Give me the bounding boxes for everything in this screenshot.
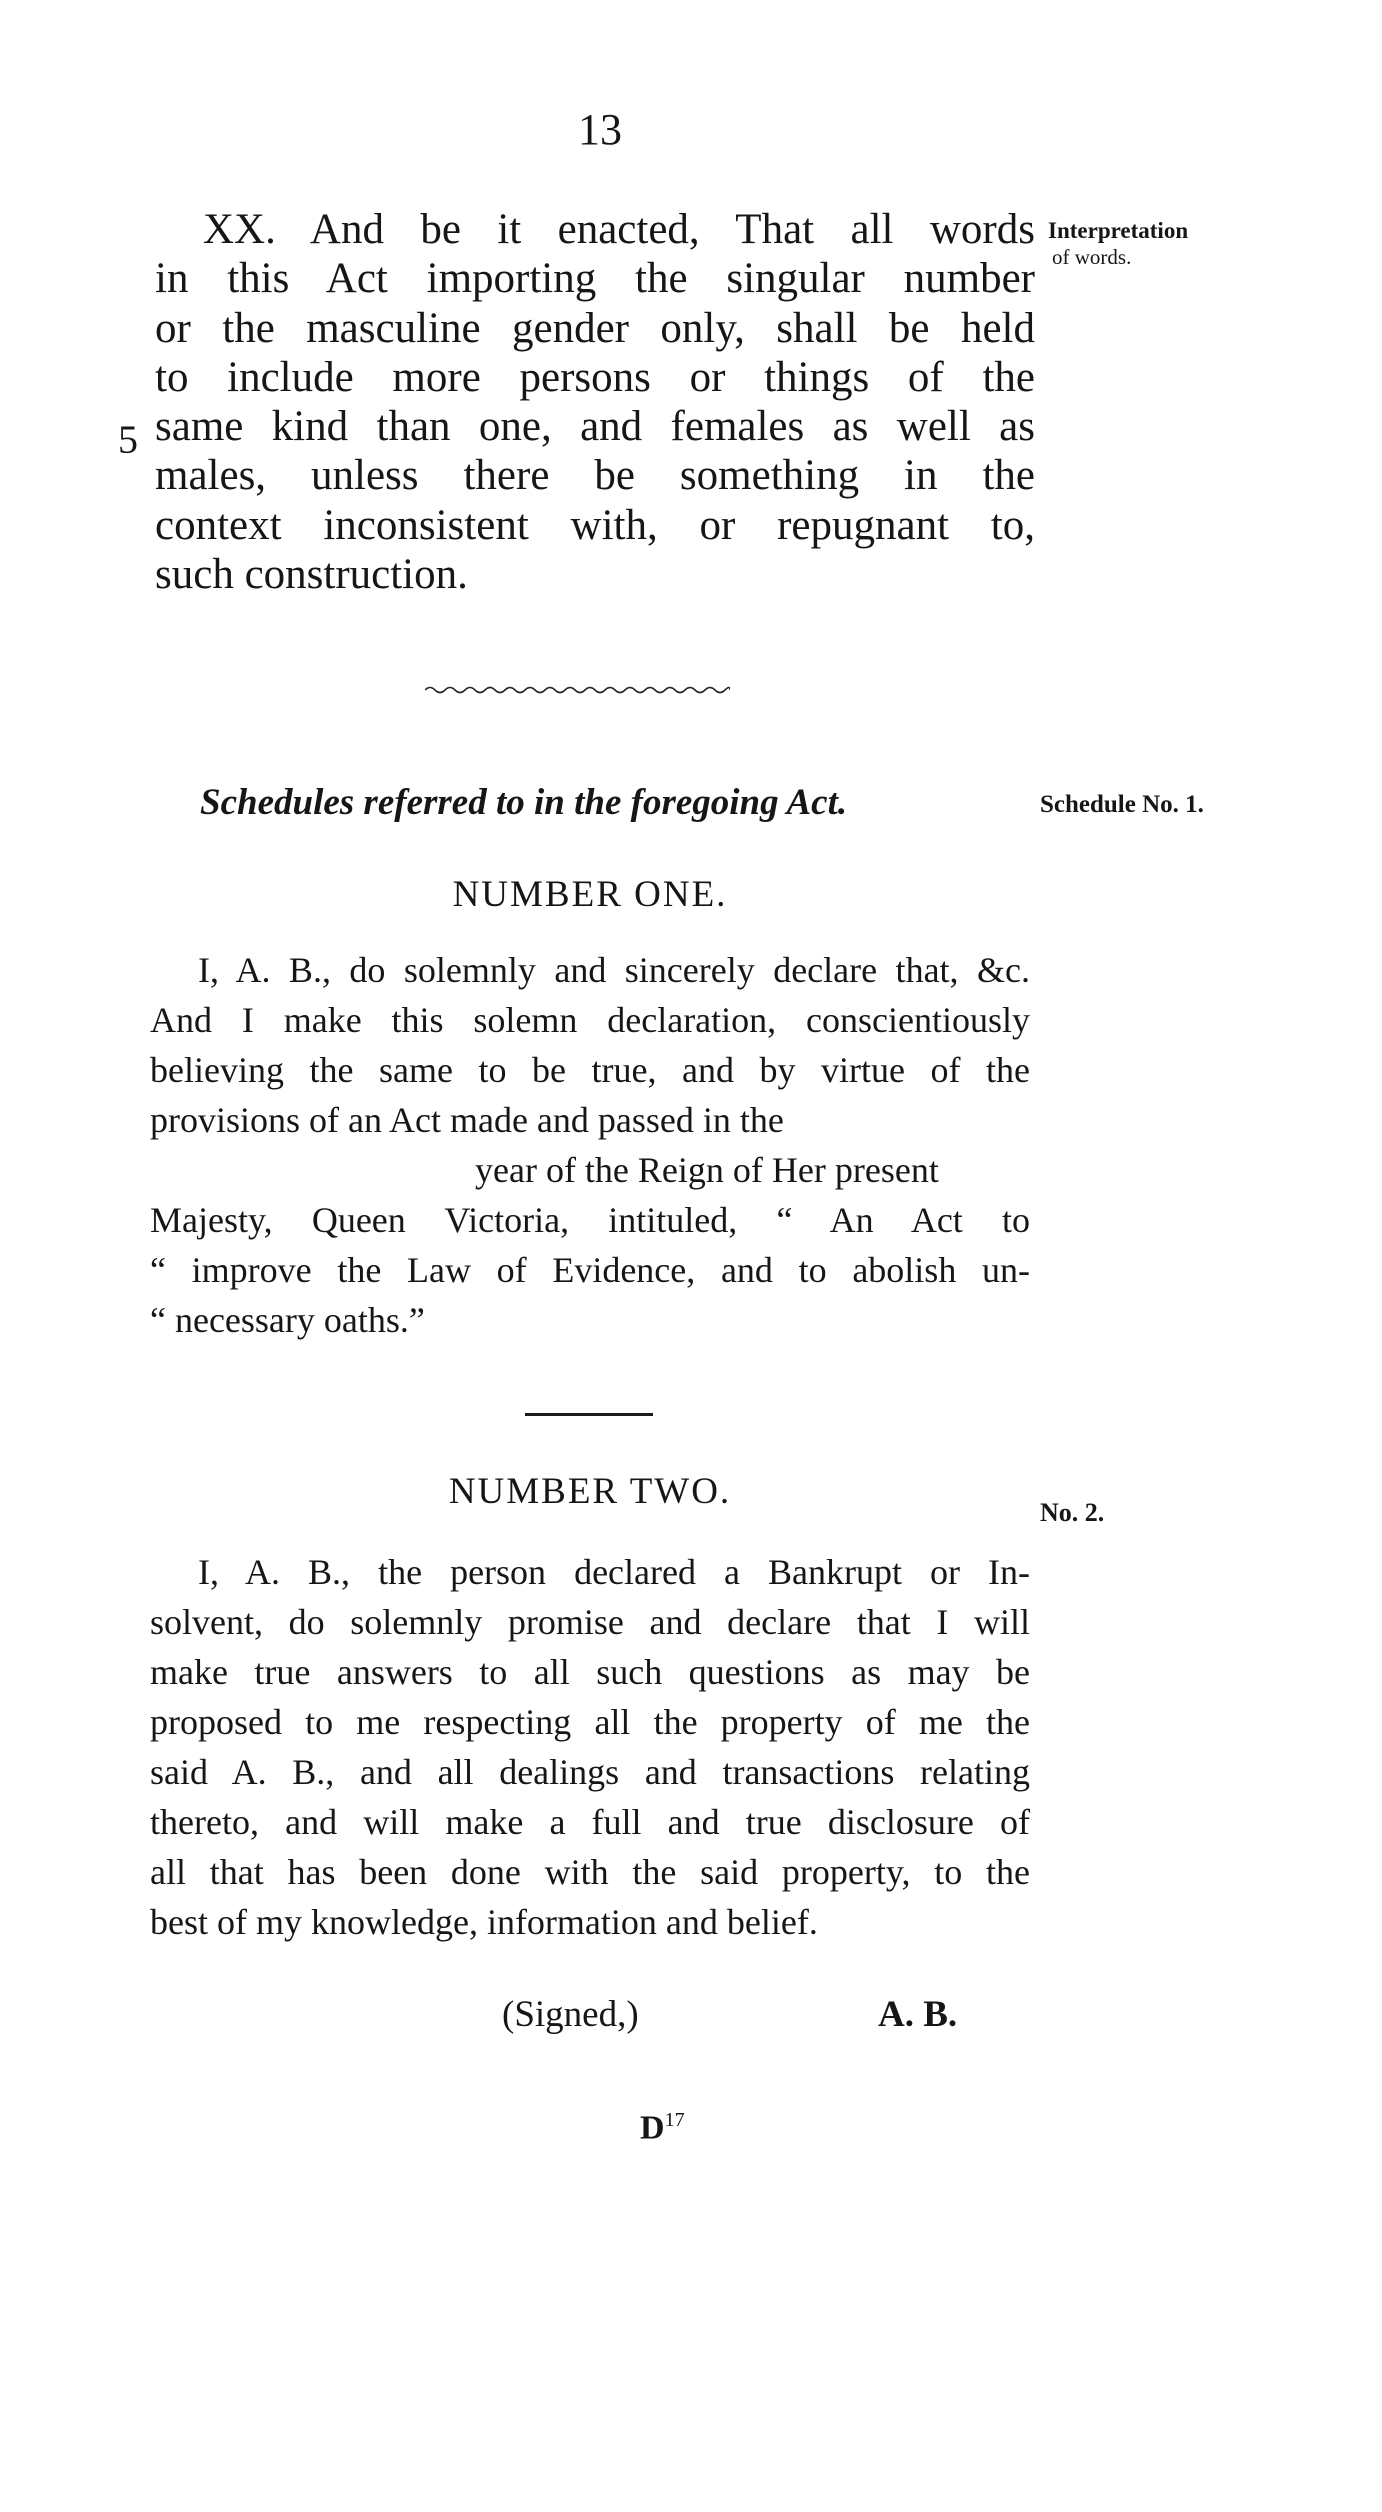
schedule-two-line: best of my knowledge, information and belief. <box>150 1902 818 1942</box>
margin-note-schedule-no-1: Schedule No. 1. <box>1040 791 1204 818</box>
section-xx-line: to include more persons or things of the <box>155 353 1035 401</box>
wavy-divider <box>425 684 730 696</box>
schedule-one-line: I, A. B., do solemnly and sincerely declare that, &c. <box>198 950 1030 990</box>
schedule-two-line: proposed to me respecting all the property of me the <box>150 1702 1030 1742</box>
section-xx-line: males, unless there be something in the <box>155 452 1035 500</box>
schedule-one-line: “ improve the Law of Evidence, and to abolish un- <box>150 1250 1030 1290</box>
section-xx-text <box>155 205 1035 599</box>
section-xx-line: XX. And be it enacted, That all words <box>203 206 1035 253</box>
margin-note-line: of words. <box>1052 245 1132 269</box>
schedule-two-line: make true answers to all such questions as may be <box>150 1652 1030 1692</box>
margin-note-interpretation <box>1048 218 1188 270</box>
line-number: 5 <box>118 417 138 462</box>
schedule-two-line: solvent, do solemnly promise and declare that I will <box>150 1602 1030 1642</box>
number-one-heading: NUMBER ONE. <box>452 874 728 915</box>
schedule-two-line: said A. B., and all dealings and transactions relating <box>150 1752 1030 1792</box>
section-xx-line: or the masculine gender only, shall be held <box>155 304 1035 352</box>
schedule-one-line: believing the same to be true, and by virtue of the <box>150 1050 1030 1090</box>
signature-superscript: 17 <box>664 2109 685 2131</box>
schedule-one-text <box>150 945 1030 1345</box>
margin-note-line: Interpretation <box>1048 218 1189 243</box>
signature-letter: D <box>640 2109 665 2147</box>
section-xx-line: context inconsistent with, or repugnant to, <box>155 501 1035 549</box>
section-xx-line: same kind than one, and females as well as <box>155 403 1035 451</box>
number-two-heading: NUMBER TWO. <box>448 1471 732 1512</box>
section-divider <box>525 1413 653 1416</box>
schedule-one-line: “ necessary oaths.” <box>150 1300 425 1340</box>
section-xx-line: in this Act importing the singular number <box>155 255 1035 303</box>
printer-signature-mark <box>640 2100 685 2148</box>
margin-note-no-2: No. 2. <box>1040 1498 1105 1527</box>
page-number: 13 <box>578 105 622 154</box>
schedule-one-line: year of the Reign of Her present <box>475 1150 939 1190</box>
schedule-one-line: provisions of an Act made and passed in the <box>150 1100 784 1140</box>
schedule-one-line: And I make this solemn declaration, conscientiously <box>150 1000 1030 1040</box>
signed-label: (Signed,) <box>502 1994 639 2035</box>
schedule-two-line: I, A. B., the person declared a Bankrupt or In- <box>198 1552 1030 1592</box>
schedules-heading: Schedules referred to in the foregoing Act. <box>200 782 848 823</box>
schedule-two-text <box>150 1547 1030 1947</box>
schedule-two-line: thereto, and will make a full and true disclosure of <box>150 1802 1030 1842</box>
signer-name: A. B. <box>878 1994 958 2035</box>
section-xx-line: such construction. <box>155 551 468 599</box>
schedule-one-line: Majesty, Queen Victoria, intituled, “ An Act to <box>150 1200 1030 1240</box>
schedule-two-line: all that has been done with the said property, to the <box>150 1852 1030 1892</box>
